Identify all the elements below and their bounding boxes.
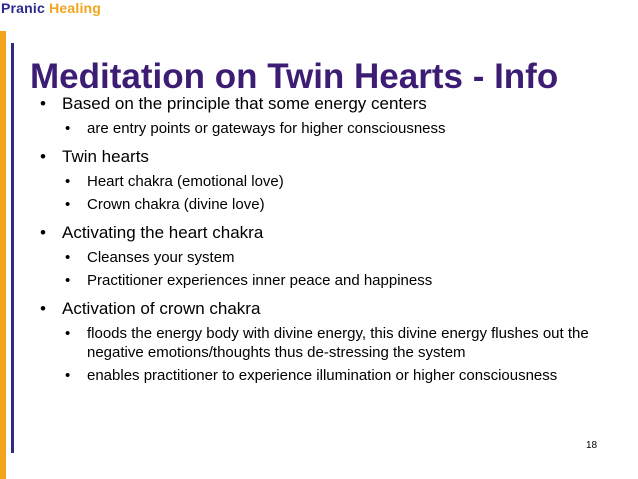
brand-word-pranic: Pranic <box>1 0 45 16</box>
brand-logo-text <box>1 0 101 16</box>
sub-bullet-text: Crown chakra (divine love) <box>87 196 265 213</box>
brand-word-healing: Healing <box>49 0 102 16</box>
slide-title: Meditation on Twin Hearts - Info <box>30 57 559 96</box>
bullet-list <box>40 94 630 389</box>
sub-bullet-text: are entry points or gateways for higher consciousness <box>87 120 446 137</box>
left-accent-bar-orange <box>0 31 6 479</box>
bullet-icon: • <box>40 147 46 166</box>
sub-bullet-item <box>40 271 630 290</box>
sub-bullet-text: Heart chakra (emotional love) <box>87 173 284 190</box>
bullet-text: Twin hearts <box>62 147 149 166</box>
bullet-icon: • <box>40 94 46 113</box>
sub-bullet-text: enables practitioner to experience illumination or higher consciousness <box>87 367 558 384</box>
sub-bullet-item <box>40 119 630 138</box>
sub-bullet-text: floods the energy body with divine energy, this divine energy flushes out the negative emotions/thoughts thus de-stressing the system <box>87 325 589 361</box>
bullet-text: Activation of crown chakra <box>62 299 261 318</box>
bullet-icon: • <box>65 325 71 342</box>
page-number: 18 <box>586 440 598 451</box>
sub-bullet-item <box>40 248 630 267</box>
bullet-icon: • <box>65 196 71 213</box>
bullet-text: Based on the principle that some energy centers <box>62 94 427 113</box>
bullet-icon: • <box>40 223 46 242</box>
bullet-icon: • <box>65 173 71 190</box>
bullet-icon: • <box>65 367 71 384</box>
left-accent-bar-blue <box>11 43 14 453</box>
bullet-item <box>40 94 630 114</box>
sub-bullet-text: Cleanses your system <box>87 249 235 266</box>
sub-bullet-item <box>40 324 630 362</box>
bullet-item <box>40 147 630 167</box>
bullet-icon: • <box>65 249 71 266</box>
bullet-item <box>40 299 630 319</box>
bullet-item <box>40 223 630 243</box>
sub-bullet-text: Practitioner experiences inner peace and happiness <box>87 272 433 289</box>
bullet-icon: • <box>65 120 71 137</box>
bullet-text: Activating the heart chakra <box>62 223 264 242</box>
sub-bullet-item <box>40 195 630 214</box>
bullet-icon: • <box>65 272 71 289</box>
bullet-icon: • <box>40 299 46 318</box>
sub-bullet-item <box>40 366 630 385</box>
sub-bullet-item <box>40 172 630 191</box>
